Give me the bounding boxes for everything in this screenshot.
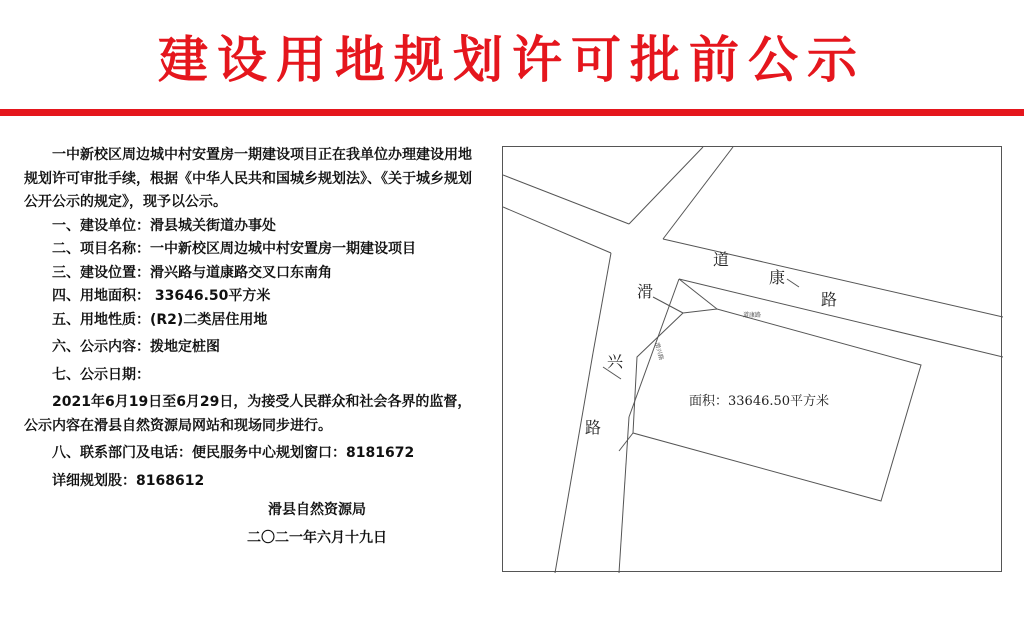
road-label-dao: 道	[713, 250, 730, 269]
land-nature: 五、用地性质：(R2)二类居住用地	[52, 311, 268, 328]
road-label-kang: 康	[769, 268, 786, 287]
daokang-road-edge-upper-left	[503, 175, 629, 224]
road-label-lu-1: 路	[821, 290, 838, 309]
huaxing-road-edge-upper-2	[629, 147, 703, 224]
notice-date-heading: 七、公示日期：	[52, 366, 150, 383]
page-title: 建设用地规划许可批前公示	[158, 31, 866, 89]
notice-date-body: 2021年6月19日至6月29日，为接受人民群众和社会各界的监督，公示内容在滑县自然资源局网站和现场同步进行。	[24, 394, 472, 434]
huaxing-road-edge-west	[593, 253, 611, 353]
small-road-label-daokang: 道康路	[743, 312, 762, 319]
signature-org: 滑县自然资源局	[268, 502, 366, 518]
contact-line-2: 详细规划股：8168612	[52, 472, 205, 489]
marker-line-2	[787, 279, 799, 287]
huaxing-road-edge-west-lower	[555, 353, 593, 573]
road-label-xing: 兴	[607, 352, 624, 371]
intro-paragraph: 一中新校区周边城中村安置房一期建设项目正在我单位办理建设用地规划许可审批手续，根据《中华人民共和国城乡规划法》、《关于城乡规划公开公示的规定》，现予以公示。	[24, 147, 472, 210]
title-divider	[0, 109, 1024, 116]
road-label-hua: 滑	[637, 282, 654, 301]
notice-text	[24, 144, 482, 550]
construction-location: 三、建设位置：滑兴路与道康路交叉口东南角	[52, 264, 332, 281]
corner-line-3	[619, 433, 633, 451]
area-label: 面积：33646.50平方米	[689, 394, 830, 409]
land-area: 四、用地面积： 33646.50平方米	[52, 288, 271, 304]
site-map-drawing	[503, 147, 1003, 573]
signature-date: 二〇二一年六月十九日	[247, 529, 387, 546]
site-map	[502, 146, 1002, 572]
small-road-label-huaxing: 滑兴路	[653, 341, 665, 361]
construction-unit: 一、建设单位：滑县城关街道办事处	[52, 217, 276, 234]
notice-content: 六、公示内容：拨地定桩图	[52, 339, 220, 355]
road-label-lu-2: 路	[585, 418, 602, 437]
huaxing-road-edge-upper	[663, 147, 733, 239]
daokang-road-edge-lower-left	[503, 207, 611, 253]
project-name: 二、项目名称：一中新校区周边城中村安置房一期建设项目	[52, 241, 416, 257]
contact-line: 八、联系部门及电话：便民服务中心规划窗口：8181672	[52, 445, 415, 461]
daokang-road-edge-lower-right	[679, 279, 1003, 357]
